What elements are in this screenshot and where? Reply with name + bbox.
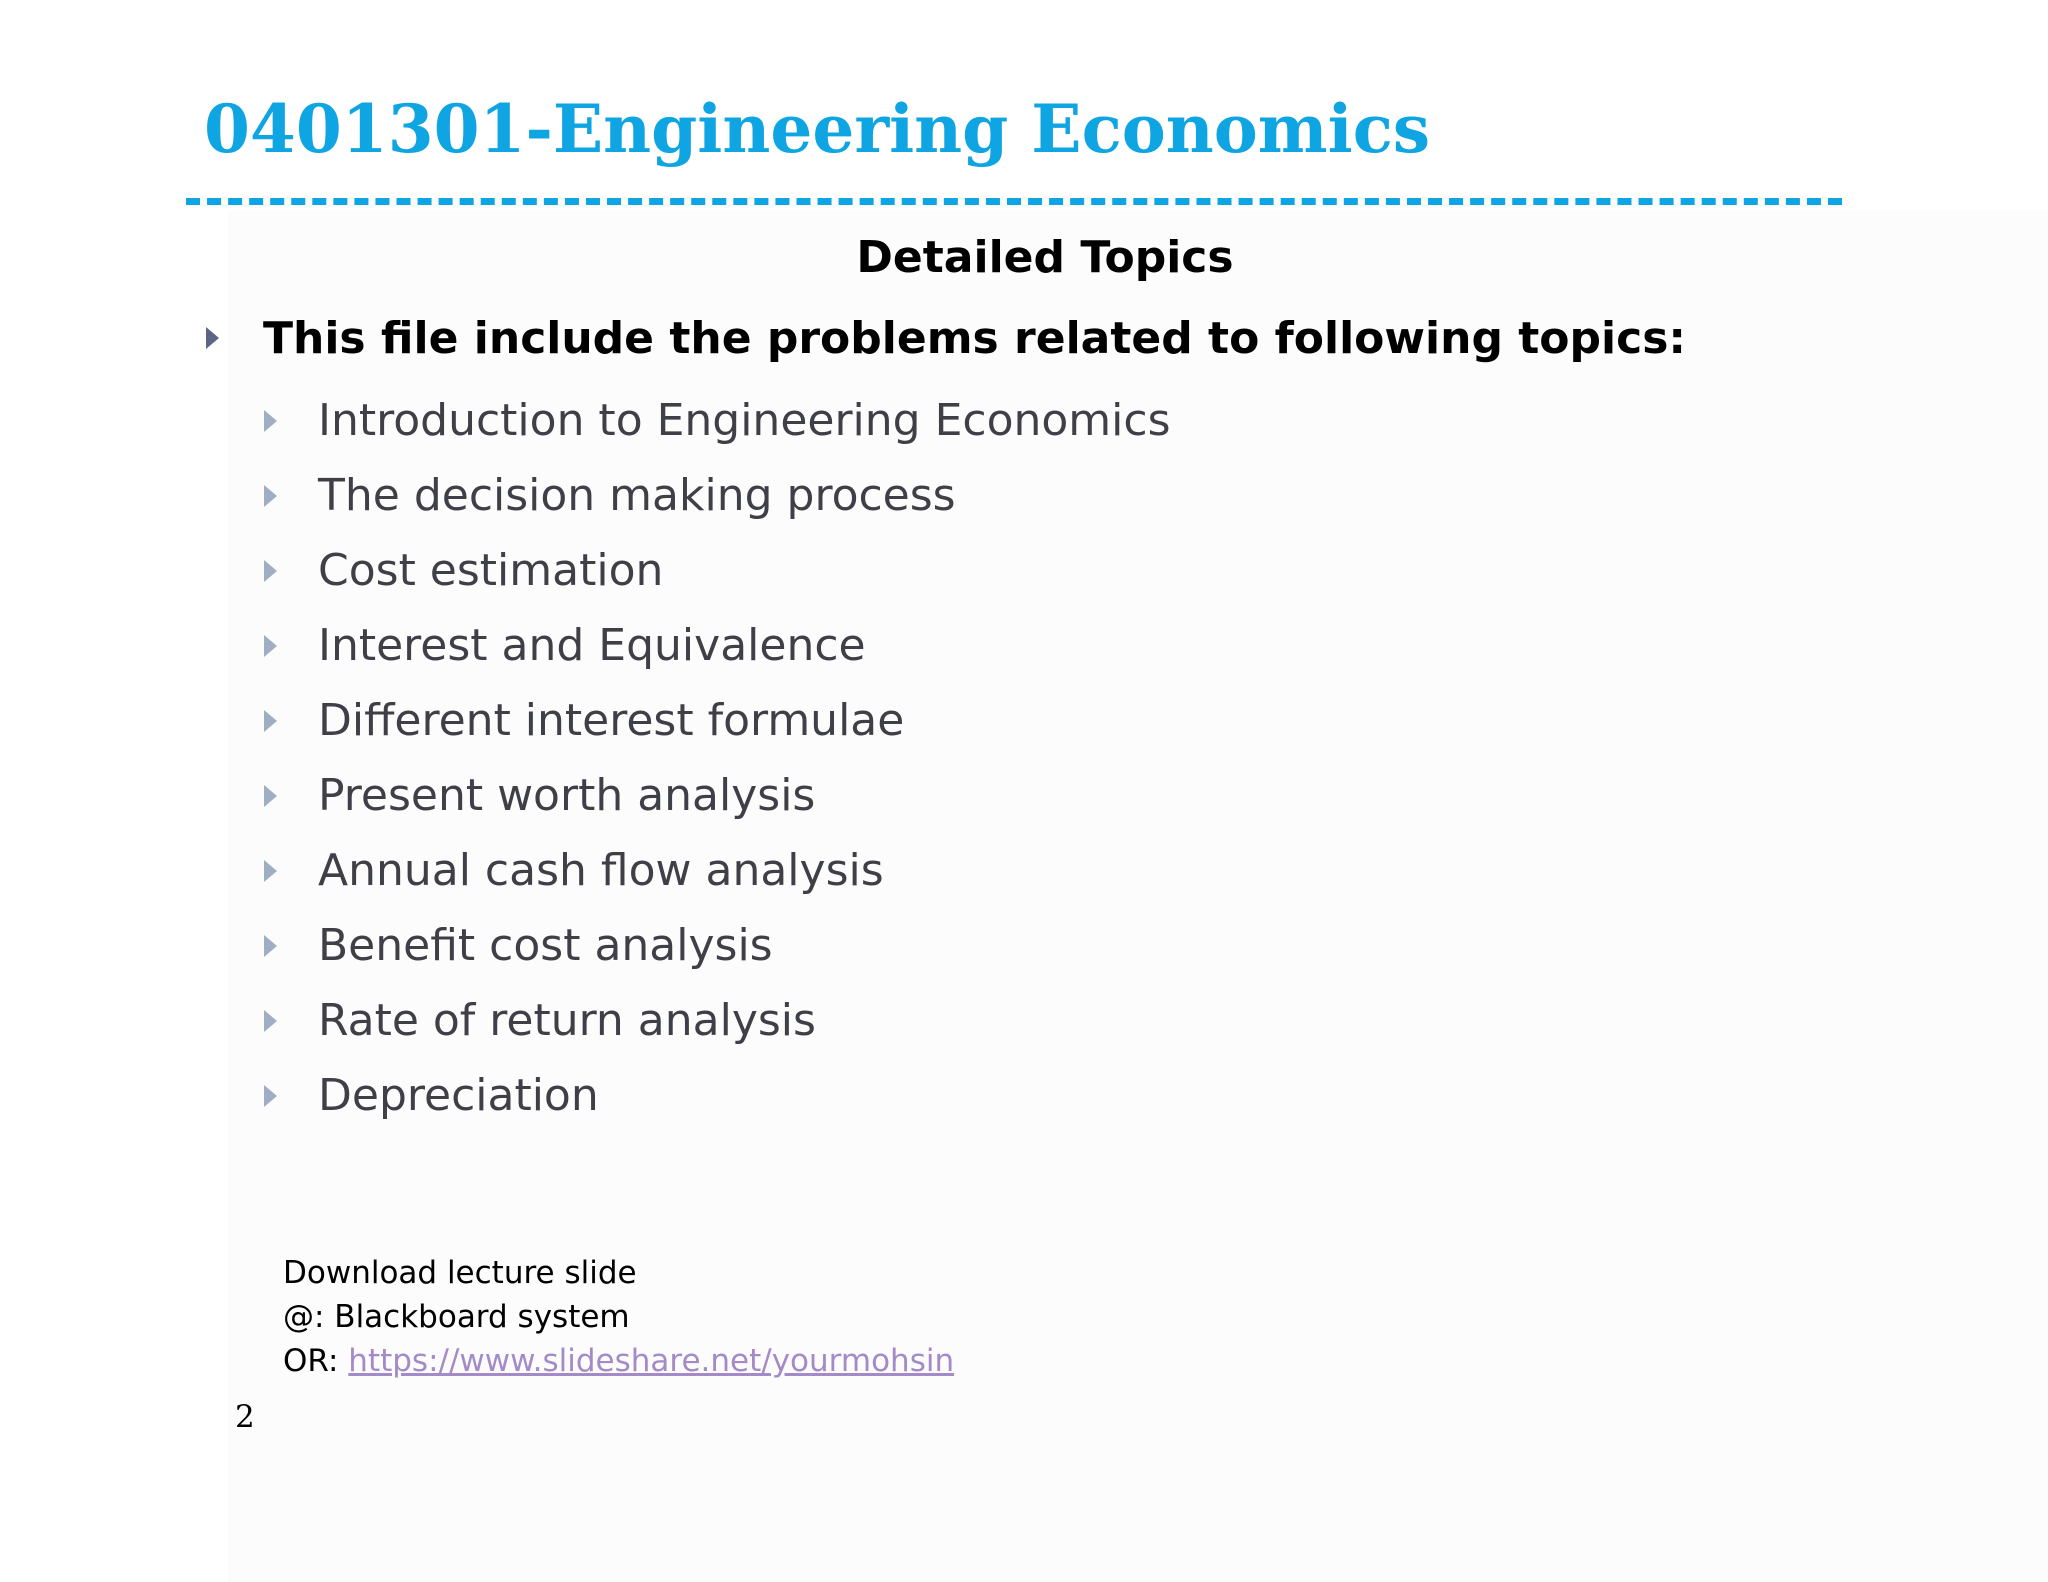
list-item [264, 758, 1171, 833]
list-item [264, 533, 1171, 608]
slideshare-link[interactable]: https://www.slideshare.net/yourmohsin [348, 1343, 955, 1379]
triangle-right-icon [264, 560, 277, 582]
alternate-link-prefix: OR: [283, 1343, 349, 1379]
slide-title: 0401301-Engineering Economics [204, 90, 1431, 168]
triangle-right-icon [264, 485, 277, 507]
triangle-right-icon [264, 1010, 277, 1032]
triangle-right-icon [206, 327, 219, 349]
topic-label: Introduction to Engineering Economics [318, 395, 1171, 446]
topic-label: Benefit cost analysis [318, 920, 773, 971]
triangle-right-icon [264, 635, 277, 657]
title-dashed-divider [186, 198, 1842, 205]
page-number: 2 [235, 1399, 255, 1435]
topic-label: Depreciation [318, 1070, 599, 1121]
list-item [264, 458, 1171, 533]
topic-label: Cost estimation [318, 545, 664, 596]
topic-label: Present worth analysis [318, 770, 816, 821]
main-bullet [206, 310, 1686, 366]
main-bullet-text: This file include the problems related to following topics: [263, 312, 1686, 364]
list-item [264, 683, 1171, 758]
triangle-right-icon [264, 1085, 277, 1107]
list-item [264, 608, 1171, 683]
list-item [264, 1058, 1171, 1133]
blackboard-line: @: Blackboard system [283, 1299, 630, 1335]
list-item [264, 983, 1171, 1058]
triangle-right-icon [264, 860, 277, 882]
download-line: Download lecture slide [283, 1255, 637, 1291]
download-note [283, 1251, 954, 1383]
triangle-right-icon [264, 410, 277, 432]
list-item [264, 383, 1171, 458]
topic-label: Interest and Equivalence [318, 620, 866, 671]
slide-subtitle: Detailed Topics [856, 232, 1234, 283]
triangle-right-icon [264, 935, 277, 957]
alternate-link-line [283, 1339, 954, 1383]
topic-label: Different interest formulae [318, 695, 905, 746]
topic-label: The decision making process [318, 470, 956, 521]
topic-label: Annual cash flow analysis [318, 845, 884, 896]
list-item [264, 908, 1171, 983]
triangle-right-icon [264, 785, 277, 807]
topic-label: Rate of return analysis [318, 995, 816, 1046]
list-item [264, 833, 1171, 908]
triangle-right-icon [264, 710, 277, 732]
topic-list [264, 383, 1171, 1133]
